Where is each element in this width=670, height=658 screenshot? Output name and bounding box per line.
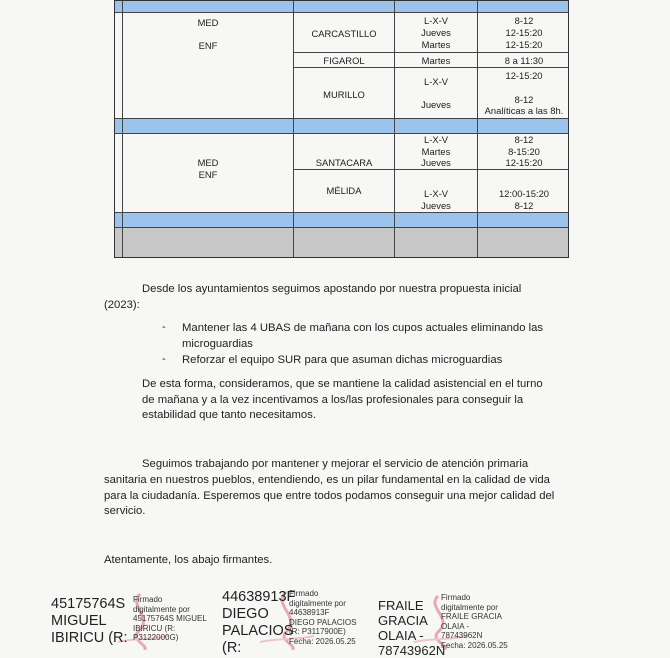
hours-cell: 8-12 <box>514 94 534 105</box>
hours-cell: 12-15:20 <box>505 39 543 50</box>
day-cell: L-X-V <box>424 76 448 87</box>
role-med: MED <box>197 17 219 28</box>
hours-cell: 12-15:20 <box>505 27 543 38</box>
schedule-table <box>114 0 569 258</box>
hours-cell: Analíticas a las 8h. <box>484 105 564 116</box>
town-cell: MURILLO <box>323 89 365 100</box>
hours-cell: 12-15:20 <box>505 70 543 81</box>
day-cell: Jueves <box>421 157 451 168</box>
table-header-band <box>115 1 568 12</box>
day-cell: Jueves <box>421 99 451 110</box>
signature-3-details: Firmado digitalmente por FRAILE GRACIA OLAIA - 78743962N Fecha: 2026.05.25 <box>441 593 508 650</box>
signature-1-name: 45175764S MIGUEL IBIRICU (R: <box>51 596 128 646</box>
hours-cell: 8-12 <box>514 134 534 145</box>
hours-cell: 8 a 11:30 <box>504 55 544 66</box>
role-med: MED <box>197 157 219 168</box>
paragraph-proposal-cont: (2023): <box>104 299 140 311</box>
day-cell: L-X-V <box>424 134 448 145</box>
town-cell: CARCASTILLO <box>311 28 377 39</box>
closing-line: Atentamente, los abajo firmantes. <box>104 554 273 566</box>
table-separator-band <box>115 212 568 227</box>
hours-cell: 8-15:20 <box>508 146 540 157</box>
hours-cell: 8-12 <box>514 15 534 26</box>
signature-2-details: Firmado digitalmente por 44638913F DIEGO PALACIOS (R: P3117900E) Fecha: 2026.05.25 <box>289 589 357 646</box>
paragraph-proposal: Desde los ayuntamientos seguimos apostando por nuestra propuesta inicial <box>142 283 522 295</box>
paragraph-service: Seguimos trabajando por mantener y mejorar el servicio de atención primaria <box>142 458 529 470</box>
role-enf: ENF <box>198 169 218 180</box>
bullet-item: Reforzar el equipo SUR para que asuman dichas microguardias <box>182 354 503 366</box>
day-cell: Jueves <box>421 27 451 38</box>
bullet-dash: - <box>162 353 166 365</box>
day-cell: Martes <box>421 55 451 66</box>
town-cell: MÉLIDA <box>326 185 362 196</box>
day-cell: Martes <box>421 146 451 157</box>
day-cell: Jueves <box>421 200 451 211</box>
hours-cell: 12-15:20 <box>505 157 543 168</box>
day-cell: Martes <box>421 39 451 50</box>
signature-3-name: FRAILE GRACIA OLAIA - 78743962N <box>378 598 446 658</box>
paragraph-quality: De esta forma, consideramos, que se mantiene la calidad asistencial en el turno de mañana y a la vez incentivamos a los/las profesionales para conseguir la estabilidad que tanto necesitamos. <box>142 378 543 422</box>
table-separator-band <box>115 118 568 133</box>
table-empty-row <box>115 227 568 257</box>
role-enf: ENF <box>198 40 218 51</box>
town-cell: SANTACARA <box>315 157 373 168</box>
bullet-item: Mantener las 4 UBAS de mañana con los cupos actuales eliminando las microguardias <box>182 322 544 350</box>
town-cell: FIGAROL <box>323 55 365 66</box>
signature-2-name: 44638913F DIEGO PALACIOS (R: <box>222 589 296 656</box>
hours-cell: 12:00-15:20 <box>498 188 550 199</box>
paragraph-service-cont: sanitaria en nuestros pueblos, entendiendo, es un pilar fundamental en la calidad de vida para la ciudadanía. Esperemos que entre todos podamos conseguir una mejor calidad del servicio. <box>104 474 555 518</box>
day-cell: L-X-V <box>424 188 448 199</box>
hours-cell: 8-12 <box>514 200 534 211</box>
signature-1-details: Firmado digitalmente por 45175764S MIGUEL IBIRICU (R: P3122000G) <box>133 595 207 643</box>
bullet-dash: - <box>162 321 166 333</box>
day-cell: L-X-V <box>424 15 448 26</box>
